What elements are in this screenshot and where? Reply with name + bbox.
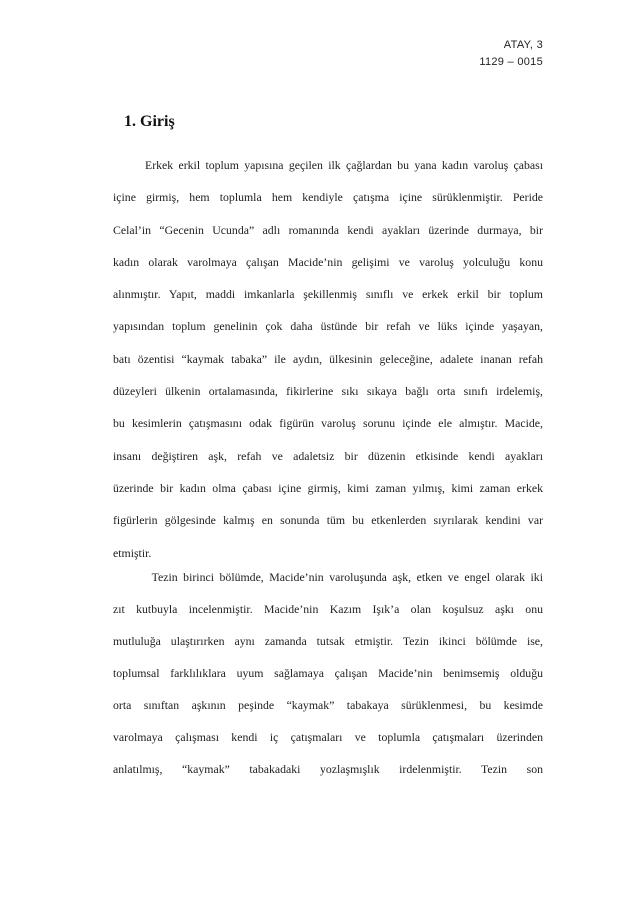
paragraph-line: orta sınıftan aşkının peşinde “kaymak” tabakaya sürüklenmesi, bu kesimde — [113, 698, 543, 712]
paragraph-line: batı özentisi “kaymak tabaka” ile aydın, ülkesinin geleceğine, adalete inanan refah — [113, 351, 543, 366]
paragraph-thesis-outline — [113, 567, 543, 791]
paragraph-line: Celal’in “Gecenin Ucunda” adlı romanında kendi ayakları üzerinde durmaya, bir — [113, 222, 543, 237]
paragraph-line: kadın olarak varolmaya çalışan Macide’nin gelişimi ve varoluş yolculuğu konu — [113, 254, 543, 269]
header-author-page: ATAY, 3 — [503, 39, 543, 51]
paragraph-line: Erkek erkil toplum yapısına geçilen ilk çağlardan bu yana kadın varoluş çabası — [113, 158, 543, 172]
paragraph-line: zıt kutbuyla incelenmiştir. Macide’nin Kazım Işık’a olan koşulsuz aşkı onu — [113, 602, 543, 616]
paragraph-line: Tezin birinci bölümde, Macide’nin varoluşunda aşk, etken ve engel olarak iki — [113, 570, 543, 584]
header-number: 1129 – 0015 — [479, 56, 543, 68]
paragraph-line: yapısından toplum genelinin çok daha üstünde bir refah ve lüks içinde yaşayan, — [113, 319, 543, 334]
paragraph-line: içine girmiş, hem toplumla hem kendiyle çatışma içine sürüklenmiştir. Peride — [113, 190, 543, 205]
paragraph-line: bu kesimlerin çatışmasını odak figürün varoluş sorunu içinde ele almıştır. Macide, — [113, 416, 543, 431]
paragraph-line: üzerinde bir kadın olma çabası içine girmiş, kimi zaman yılmış, kimi zaman erkek — [113, 480, 543, 495]
paragraph-intro — [113, 155, 543, 575]
paragraph-line: toplumsal farklılıklara uyum sağlamaya çalışan Macide’nin benimsemiş olduğu — [113, 666, 543, 680]
paragraph-line: mutluluğa ulaştırırken aynı zamanda tutsak etmiştir. Tezin ikinci bölümde ise, — [113, 634, 543, 648]
page-header — [479, 37, 543, 71]
section-heading: 1. Giriş — [124, 113, 175, 130]
paragraph-line: etmiştir. — [113, 545, 152, 560]
paragraph-line: figürlerin gölgesinde kalmış en sonunda tüm bu etkenlerden sıyrılarak kendini var — [113, 513, 543, 528]
paragraph-line: varolmaya çalışması kendi iç çatışmaları ve toplumla çatışmaları üzerinden — [113, 730, 543, 744]
paragraph-line: düzeyleri ülkenin ortalamasında, fikirlerine sıkı sıkaya bağlı orta sınıfı irdelemiş, — [113, 384, 543, 399]
paragraph-line: alınmıştır. Yapıt, maddi imkanlarla şekillenmiş sınıflı ve erkek erkil bir toplum — [113, 287, 543, 302]
paragraph-line: insanı değiştiren aşk, refah ve adaletsiz bir düzenin etkisinde kendi ayakları — [113, 448, 543, 463]
paragraph-line: anlatılmış, “kaymak” tabakadaki yozlaşmışlık irdelenmiştir. Tezin son — [113, 762, 543, 776]
